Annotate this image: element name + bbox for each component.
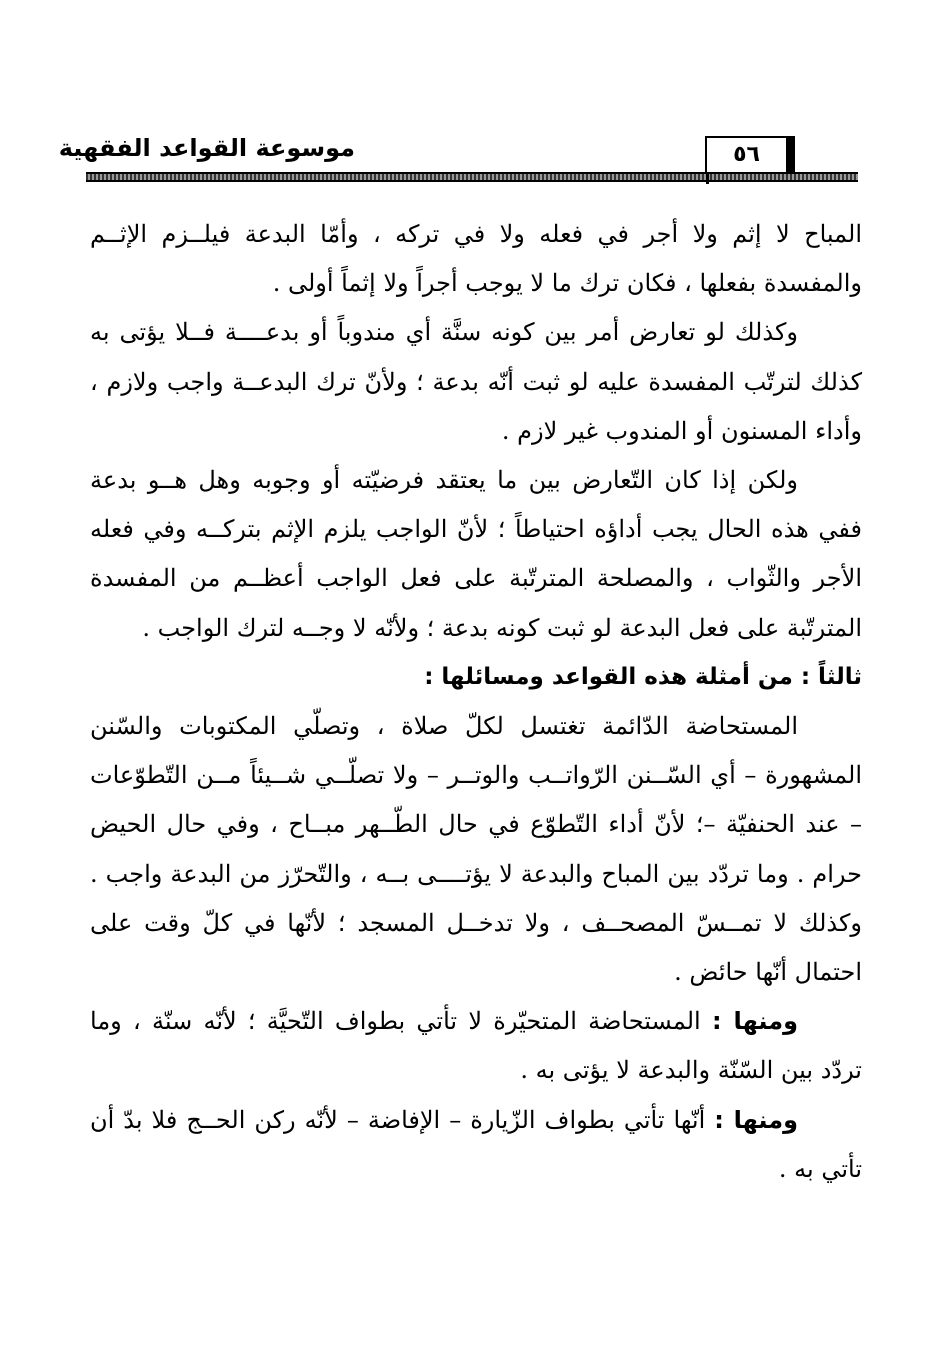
paragraph-6-text: أنّها تأتي بطواف الزّيارة – الإفاضة – لأنّه ركن الحــج فلا بدّ أن تأتي به .	[90, 1105, 862, 1183]
book-title: موسوعة القواعد الفقهية	[58, 134, 355, 162]
paragraph-6	[90, 1096, 862, 1194]
page-number: ٥٦	[705, 136, 795, 172]
page-header	[58, 128, 860, 188]
header-rule	[86, 172, 858, 182]
page-body	[90, 210, 862, 1194]
paragraph-4: المستحاضة الدّائمة تغتسل لكلّ صلاة ، وتصلّي المكتوبات والسّنن المشهورة – أي السّــنن الرّواتــب والوتــر – ولا تصلّــي شــيئاً مــن التّطوّعات – عند الحنفيّة –؛ لأنّ أداء التّطوّع في حال الطّــهر مبــاح ، وفي حال الحيض حرام . وما تردّد بين المباح والبدعة لا يؤتــــى بــه ، والتّحرّز من البدعة واجب . وكذلك لا تمــسّ المصحــف ، ولا تدخــل المسجد ؛ لأنّها في كلّ وقت على احتمال أنّها حائض .	[90, 712, 862, 987]
paragraph-5-lead: ومنها :	[711, 1007, 798, 1036]
paragraph-5	[90, 997, 862, 1095]
paragraph-2: وكذلك لو تعارض أمر بين كونه سنَّة أي مندوباً أو بدعــــة فــلا يؤتى به كذلك لترتّب المفسدة عليه لو ثبت أنّه بدعة ؛ ولأنّ ترك البدعــة واجب ولازم ، وأداء المسنون أو المندوب غير لازم .	[90, 318, 862, 445]
section-heading: ثالثاً : من أمثلة هذه القواعد ومسائلها :	[424, 663, 862, 690]
header-rule-tick	[706, 172, 709, 184]
paragraph-6-lead: ومنها :	[714, 1105, 798, 1134]
paragraph-1: المباح لا إثم ولا أجر في فعله ولا في تركه ، وأمّا البدعة فيلــزم الإثــم والمفسدة بفعلها ، فكان ترك ما لا يوجب أجراً ولا إثماً أولى .	[90, 220, 862, 298]
paragraph-5-text: المستحاضة المتحيّرة لا تأتي بطواف التّحيَّة ؛ لأنّه سنّة ، وما تردّد بين السّنّة والبدعة لا يؤتى به .	[90, 1007, 862, 1085]
paragraph-3: ولكن إذا كان التّعارض بين ما يعتقد فرضيّته أو وجوبه وهل هــو بدعة ففي هذه الحال يجب أداؤه احتياطاً ؛ لأنّ الواجب يلزم الإثم بتركــه وفي فعله الأجر والثّواب ، والمصلحة المترتّبة على فعل الواجب أعظــم من المفسدة المترتّبة على فعل البدعة لو ثبت كونه بدعة ؛ ولأنّه لا وجــه لترك الواجب .	[90, 466, 862, 642]
